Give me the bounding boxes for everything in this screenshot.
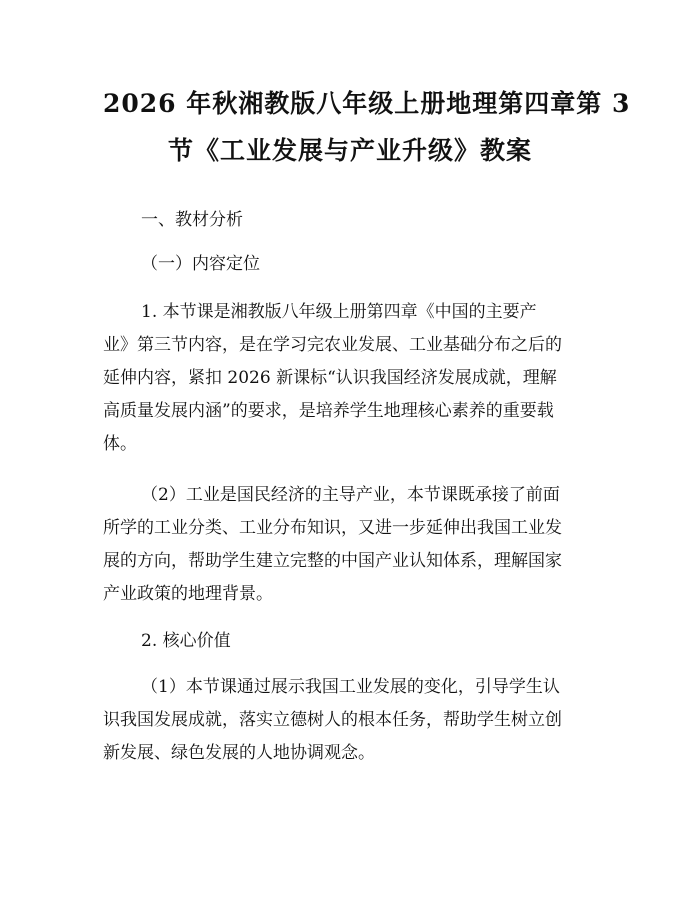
- paragraph-line: 高质量发展内涵”的要求，是培养学生地理核心素养的重要载: [103, 401, 554, 421]
- paragraph-line: 展的方向，帮助学生建立完整的中国产业认知体系，理解国家: [103, 551, 562, 571]
- paragraph: [103, 671, 597, 770]
- paragraph: [103, 296, 597, 461]
- paragraph-line: 延伸内容，紧扣 2026 新课标“认识我国经济发展成就，理解: [103, 368, 557, 388]
- paragraph: [103, 479, 597, 611]
- paragraph-line: 体。: [103, 434, 137, 454]
- paragraph-line: 所学的工业分类、工业分布知识，又进一步延伸出我国工业发: [103, 518, 562, 538]
- paragraph-line: （2）工业是国民经济的主导产业，本节课既承接了前面: [141, 485, 560, 505]
- subsection-heading: （一）内容定位: [141, 254, 260, 274]
- paragraph-line: （1）本节课通过展示我国工业发展的变化，引导学生认: [141, 677, 560, 697]
- document-title: [103, 80, 631, 174]
- paragraph-line: 业》第三节内容，是在学习完农业发展、工业基础分布之后的: [103, 335, 562, 355]
- title-line: 节《工业发展与产业升级》教案: [167, 136, 532, 165]
- title-line: 2026 年秋湘教版八年级上册地理第四章第 3: [103, 89, 631, 118]
- paragraph-line: 新发展、绿色发展的人地协调观念。: [103, 743, 375, 763]
- subsection-heading: 2. 核心价值: [141, 631, 231, 651]
- paragraph-line: 产业政策的地理背景。: [103, 584, 273, 604]
- paragraph-line: 识我国发展成就，落实立德树人的根本任务，帮助学生树立创: [103, 710, 562, 730]
- section-heading: 一、教材分析: [141, 210, 243, 230]
- paragraph-line: 1. 本节课是湘教版八年级上册第四章《中国的主要产: [141, 302, 537, 322]
